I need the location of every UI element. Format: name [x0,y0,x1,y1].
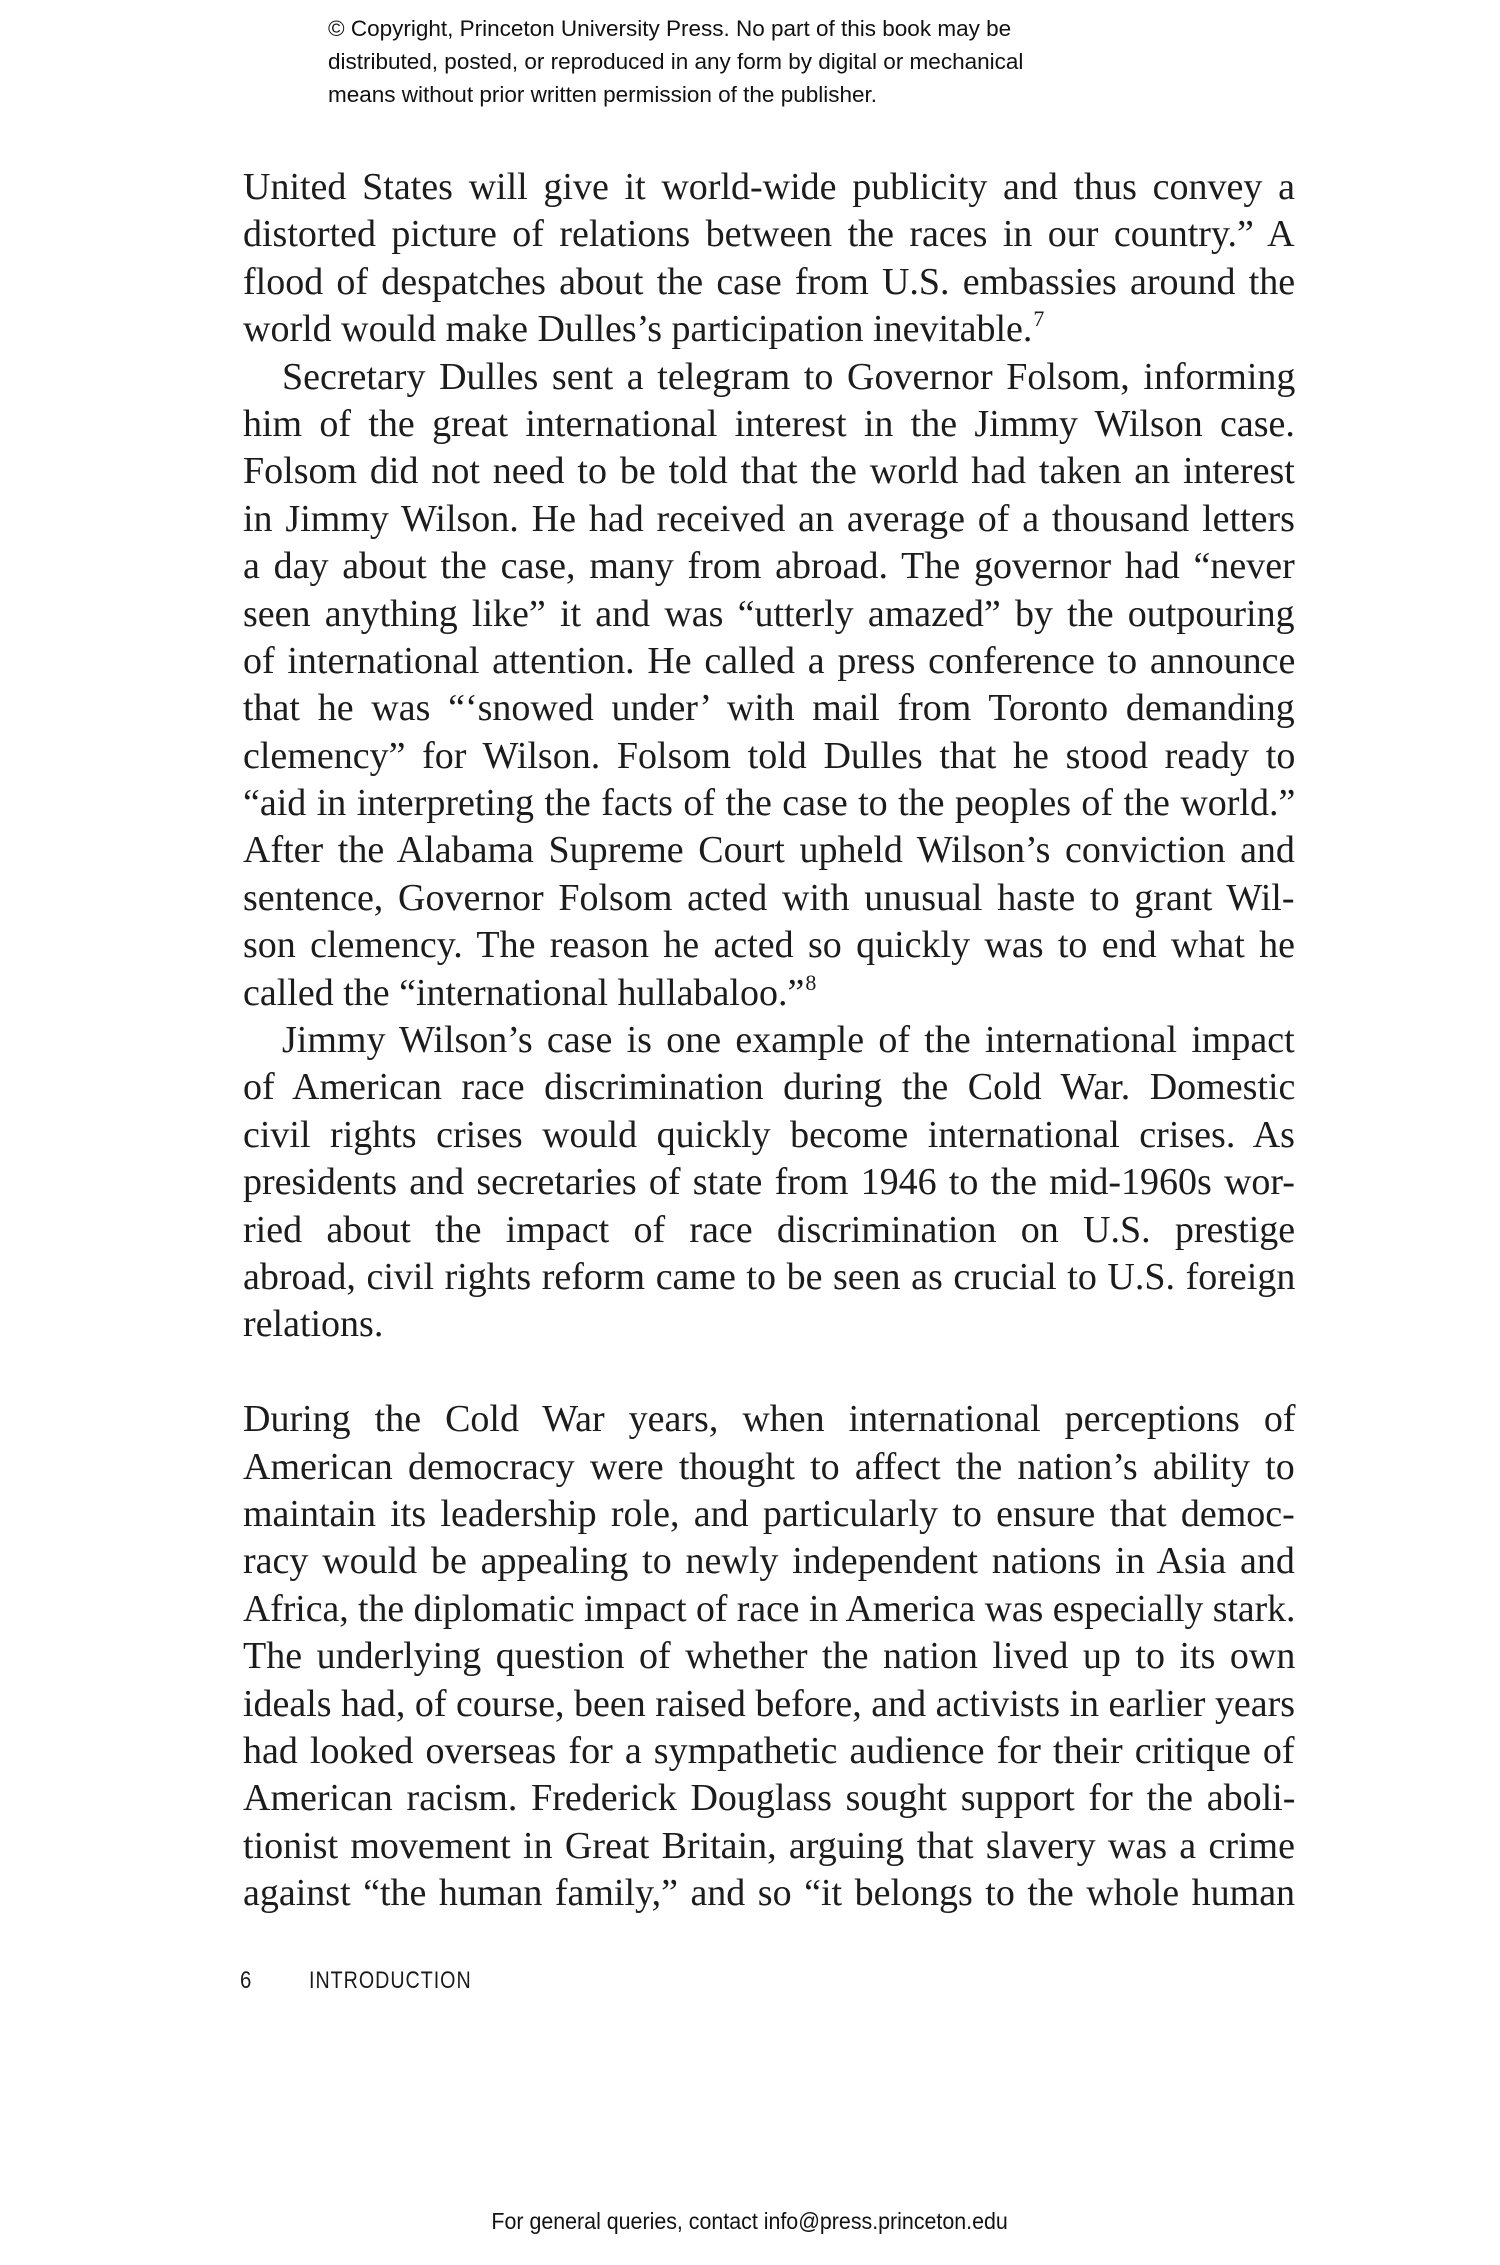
copyright-notice [328,12,1228,111]
text-line: Africa, the diplomatic impact of race in America was especially stark. [243,1587,1296,1630]
text-line: American democracy were thought to affect the nation’s ability to [243,1445,1295,1488]
text-line: seen anything like” it and was “utterly amazed” by the outpouring [243,592,1295,635]
text-line: in Jimmy Wilson. He had received an average of a thousand letters [243,497,1295,540]
text-line: Folsom did not need to be told that the world had taken an interest [243,450,1295,493]
text-line: abroad, civil rights reform came to be seen as crucial to U.S. foreign [243,1255,1296,1298]
text-line: against “the human family,” and so “it belongs to the whole human [243,1872,1296,1915]
text-line: maintain its leadership role, and particularly to ensure that democ- [243,1492,1295,1535]
text-line: had looked overseas for a sympathetic audience for their critique of [243,1729,1295,1772]
text-line: racy would be appealing to newly independent nations in Asia and [243,1540,1295,1583]
copyright-line: © Copyright, Princeton University Press. No part of this book may be [328,16,1012,41]
text-line: United States will give it world-wide publicity and thus convey a [243,166,1295,208]
text-line: civil rights crises would quickly become international crises. As [243,1113,1295,1156]
paragraph [243,164,1295,354]
text-line: him of the great international interest in the Jimmy Wilson case. [243,402,1295,445]
text-line: relations. [243,1303,384,1346]
text-line: The underlying question of whether the nation lived up to its own [243,1635,1296,1678]
text-line: a day about the case, many from abroad. The governor had “never [243,545,1295,588]
footnote-reference[interactable]: 7 [1033,306,1045,332]
paragraph [243,354,1295,1017]
text-line: world would make Dulles’s participation inevitable.$^7$ [243,306,1045,351]
text-line: ideals had, of course, been raised before, and activists in earlier years [243,1682,1296,1725]
text-line: of American race discrimination during the Cold War. Domestic [243,1066,1296,1109]
text-line: ried about the impact of race discrimination on U.S. prestige [243,1208,1296,1251]
text-line: Secretary Dulles sent a telegram to Governor Folsom, informing [282,355,1296,398]
text-line: “aid in interpreting the facts of the case to the peoples of the world.” [243,782,1296,825]
text-line: During the Cold War years, when international perceptions of [243,1398,1296,1441]
text-line: sentence, Governor Folsom acted with unusual haste to grant Wil- [243,876,1295,919]
text-line: of international attention. He called a press conference to announce [243,639,1296,682]
page-number: 6 [240,1967,252,1994]
text-line: that he was “‘snowed under’ with mail from Toronto demanding [243,687,1295,730]
text-line: presidents and secretaries of state from 1946 to the mid-1960s wor- [243,1161,1295,1204]
text-line: tionist movement in Great Britain, arguing that slavery was a crime [243,1824,1295,1867]
paragraph [243,1396,1295,1917]
body-text [243,164,1295,1917]
text-line: American racism. Frederick Douglass sought support for the aboli- [243,1777,1296,1820]
copyright-line: means without prior written permission of the publisher. [328,82,878,107]
footnote-reference[interactable]: 8 [805,969,817,995]
folio [240,1966,472,1996]
text-line: distorted picture of relations between the races in our country.” A [243,213,1295,256]
footer-contact [0,2206,1500,2236]
text-line: flood of despatches about the case from U.S. embassies around the [243,260,1296,303]
footer-contact-text: For general queries, contact info@press.princeton.edu [491,2208,1009,2234]
text-line: Jimmy Wilson’s case is one example of the international impact [282,1019,1295,1062]
text-line: called the “international hullabaloo.”$^8$ [243,969,817,1014]
running-head: INTRODUCTION [309,1967,472,1994]
paragraph [243,1017,1295,1349]
text-line: clemency” for Wilson. Folsom told Dulles that he stood ready to [243,734,1296,777]
text-line: son clemency. The reason he acted so quickly was to end what he [243,924,1295,967]
text-line: After the Alabama Supreme Court upheld Wilson’s conviction and [243,829,1295,872]
copyright-line: distributed, posted, or reproduced in any form by digital or mechanical [328,49,1024,74]
